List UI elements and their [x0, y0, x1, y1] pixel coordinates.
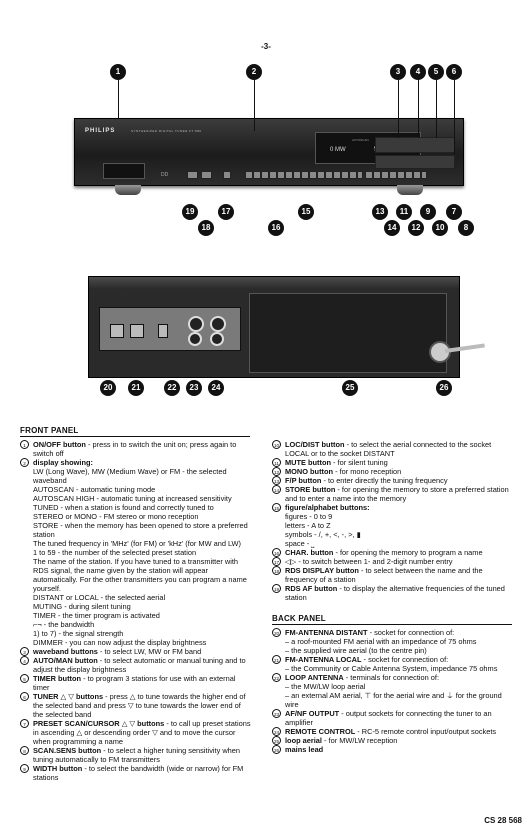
display-label: AUTOSCAN [352, 138, 369, 142]
entry-number: 12 [272, 467, 281, 476]
entry-name: TUNER △ ▽ buttons [33, 692, 104, 701]
callout-18: 18 [198, 220, 214, 236]
description-line: DISTANT or LOCAL - the selected aerial [33, 593, 166, 602]
entry-number: 16 [272, 548, 281, 557]
entry-number: 24 [272, 727, 281, 736]
entry-text: - socket for connection of: [367, 628, 455, 637]
entry-name: FM-ANTENNA DISTANT [285, 628, 368, 637]
entry-name: AUTO/MAN button [33, 656, 98, 665]
description-entry [20, 692, 252, 719]
front-panel-title: FRONT PANEL [20, 426, 79, 435]
entry-name: MUTE button [285, 458, 331, 467]
entry-name: TIMER button [33, 674, 82, 683]
back-panel-rule [272, 624, 512, 625]
entry-number: 10 [272, 440, 281, 449]
callout-7: 7 [446, 204, 462, 220]
front-unit-illustration [74, 118, 464, 186]
figure-alphabet-buttons [245, 171, 363, 179]
entry-number: 4 [20, 656, 29, 665]
entry-name: mains lead [285, 745, 324, 754]
callout-13: 13 [372, 204, 388, 220]
front-panel-rule [20, 436, 250, 437]
entry-name: MONO button [285, 467, 334, 476]
entry-text: - press in to switch the unit on; press again to switch off [33, 440, 237, 458]
description-entry [272, 566, 512, 584]
callout-19: 19 [182, 204, 198, 220]
socket-panel [99, 307, 241, 351]
entry-number: 2 [20, 458, 29, 467]
callout-24: 24 [208, 380, 224, 396]
description-entry [272, 584, 512, 602]
back-unit-illustration [88, 276, 460, 378]
callout-4: 4 [410, 64, 426, 80]
entry-number: 17 [272, 557, 281, 566]
entry-number: 25 [272, 736, 281, 745]
entry-text: - for opening the memory to store a preferred station and to enter a name into the memory [285, 485, 509, 503]
leader-2 [254, 80, 255, 131]
description-line: 1 to 59 - the number of the selected preset station [33, 548, 197, 557]
callout-2: 2 [246, 64, 262, 80]
button-rds-display [201, 171, 212, 179]
dolby-logo: DD [161, 172, 169, 178]
entry-text: - for mono reception [333, 467, 402, 476]
description-line: figures - 0 to 9 [285, 512, 333, 521]
callout-11: 11 [396, 204, 412, 220]
entry-number: 1 [20, 440, 29, 449]
waveband-buttons [375, 137, 455, 153]
callout-14: 14 [384, 220, 400, 236]
callout-23: 23 [186, 380, 202, 396]
entry-name: CHAR. button [285, 548, 334, 557]
callout-25: 25 [342, 380, 358, 396]
description-line: AUTOSCAN HIGH - automatic tuning at increased sensitivity [33, 494, 232, 503]
entry-number: 13 [272, 476, 281, 485]
entry-number: 26 [272, 745, 281, 754]
callout-16: 16 [268, 220, 284, 236]
leader-3 [398, 80, 399, 138]
callout-12: 12 [408, 220, 424, 236]
entry-text: - for silent tuning [330, 458, 388, 467]
entry-text: - terminals for connection of: [343, 673, 440, 682]
description-line: MUTING - during silent tuning [33, 602, 131, 611]
entry-text: - RC-5 remote control input/output sockets [355, 727, 497, 736]
description-line: space - ⎵ [285, 539, 315, 548]
callout-15: 15 [298, 204, 314, 220]
remote-socket-1 [210, 316, 226, 332]
callout-6: 6 [446, 64, 462, 80]
back-panel-title: BACK PANEL [272, 614, 326, 623]
loop-terminals [158, 324, 168, 338]
leader-6 [454, 80, 455, 154]
entry-name: RDS DISPLAY button [285, 566, 359, 575]
entry-name: LOOP ANTENNA [285, 673, 344, 682]
entry-number: 11 [272, 458, 281, 467]
entry-name: loop aerial [285, 736, 322, 745]
entry-number: 22 [272, 673, 281, 682]
entry-name: AF/NF OUTPUT [285, 709, 340, 718]
button-digit-toggle [223, 171, 231, 179]
entry-text: - to select the bandwidth (wide or narrow) for FM stations [33, 764, 244, 782]
description-line: symbols - /, +, <, -, >, ▮ [285, 530, 361, 539]
description-entry [20, 719, 252, 746]
entry-number: 20 [272, 628, 281, 637]
description-line: letters - A to Z [285, 521, 331, 530]
callout-22: 22 [164, 380, 180, 396]
description-entry [272, 557, 512, 566]
entry-text: - for MW/LW reception [321, 736, 398, 745]
output-socket-r [188, 332, 202, 346]
description-line: TUNED - when a station is found and correctly tuned to [33, 503, 214, 512]
mains-cable [445, 343, 485, 353]
callout-5: 5 [428, 64, 444, 80]
callout-9: 9 [420, 204, 436, 220]
description-line: – a roof-mounted FM aerial with an impedance of 75 ohms [285, 637, 477, 646]
entry-name: waveband buttons [33, 647, 98, 656]
entry-name: STORE button [285, 485, 336, 494]
output-socket-l [188, 316, 204, 332]
entry-number: 19 [272, 584, 281, 593]
leader-5 [436, 80, 437, 138]
callout-26: 26 [436, 380, 452, 396]
entry-text: - socket for connection of: [361, 655, 449, 664]
entry-text: - to program 3 stations for use with an external timer [33, 674, 236, 692]
entry-name: LOC/DIST button [285, 440, 345, 449]
entry-text: ◁▷ - to switch between 1- and 2-digit number entry [285, 557, 453, 566]
description-line: TIMER - the timer program is activated [33, 611, 160, 620]
socket-fm-distant [110, 324, 124, 338]
description-line: LW (Long Wave), MW (Medium Wave) or FM - the selected waveband [33, 467, 227, 485]
description-entry [272, 503, 512, 512]
callout-10: 10 [432, 220, 448, 236]
entry-name: WIDTH button [33, 764, 83, 773]
description-line: AUTOSCAN - automatic tuning mode [33, 485, 156, 494]
page-number: -3- [261, 42, 271, 51]
callout-8: 8 [458, 220, 474, 236]
back-top [89, 277, 459, 289]
back-column [272, 628, 512, 754]
entry-text: - to select automatic or manual tuning and to adjust the display brightness [33, 656, 246, 674]
entry-name: REMOTE CONTROL [285, 727, 356, 736]
description-entry [272, 476, 512, 485]
description-line: 1) to 7) - the signal strength [33, 629, 124, 638]
description-entry [20, 764, 252, 782]
right-column [272, 440, 512, 602]
button-rds-af [187, 171, 198, 179]
description-line: – the supplied wire aerial (to the centre pin) [285, 646, 427, 655]
entry-number: 8 [20, 746, 29, 755]
function-buttons [365, 171, 427, 179]
entry-name: ON/OFF button [33, 440, 86, 449]
entry-text: - to select a higher tuning sensitivity when tuning automatically to FM transmitters [33, 746, 241, 764]
entry-name: figure/alphabet buttons: [285, 503, 370, 512]
left-foot [115, 185, 141, 195]
tuner-buttons [375, 155, 455, 169]
entry-text: - to call up preset stations in ascending △ or descending order ▽ and to move the cursor when programming a name [33, 719, 251, 746]
description-line: – the Community or Cable Antenna System, impedance 75 ohms [285, 664, 498, 673]
entry-text: - output sockets for connecting the tuner to an amplifier [285, 709, 492, 727]
entry-number: 3 [20, 647, 29, 656]
socket-fm-local [130, 324, 144, 338]
description-entry [272, 655, 512, 664]
entry-name: display showing: [33, 458, 93, 467]
remote-socket-2 [210, 332, 224, 346]
entry-number: 14 [272, 485, 281, 494]
entry-text: - to display the alternative frequencies of the tuned station [285, 584, 505, 602]
onoff-panel [103, 163, 145, 179]
description-entry [272, 709, 512, 727]
entry-name: F/P button [285, 476, 322, 485]
callout-17: 17 [218, 204, 234, 220]
leader-4 [418, 80, 419, 138]
entry-text: - for opening the memory to program a name [333, 548, 483, 557]
description-entry [20, 440, 252, 458]
entry-number: 9 [20, 764, 29, 773]
description-line: ⌐¬ - the bandwidth [33, 620, 95, 629]
entry-number: 21 [272, 655, 281, 664]
leader-1 [118, 80, 119, 118]
entry-text: - to select the aerial connected to the socket LOCAL or to the socket DISTANT [285, 440, 492, 458]
entry-name: RDS AF button [285, 584, 338, 593]
entry-number: 23 [272, 709, 281, 718]
description-entry [272, 485, 512, 503]
description-line: The tuned frequency in 'MHz' (for FM) or 'kHz' (for MW and LW) [33, 539, 241, 548]
entry-number: 5 [20, 674, 29, 683]
description-entry [272, 673, 512, 682]
description-entry [272, 458, 512, 467]
entry-number: 18 [272, 566, 281, 575]
callout-1: 1 [110, 64, 126, 80]
entry-name: SCAN.SENS button [33, 746, 102, 755]
description-line: DIMMER - you can now adjust the display brightness [33, 638, 207, 647]
entry-number: 6 [20, 692, 29, 701]
description-entry [272, 548, 512, 557]
callout-20: 20 [100, 380, 116, 396]
entry-number: 7 [20, 719, 29, 728]
right-foot [397, 185, 423, 195]
description-entry [272, 628, 512, 637]
description-entry [272, 745, 512, 754]
description-entry [20, 458, 252, 467]
description-entry [20, 647, 252, 656]
entry-text: - press △ to tune towards the higher end of the selected band and press ▽ to tune towards the lower end of the selected band [33, 692, 246, 719]
model-text: SYNTHESIZED DIGITAL TUNER FT 880 [131, 129, 202, 133]
entry-number: 15 [272, 503, 281, 512]
brand-logo: PHILIPS [85, 128, 116, 134]
entry-text: - to enter directly the tuning frequency [321, 476, 448, 485]
display-band: 0 MW [330, 147, 346, 153]
description-entry [272, 440, 512, 458]
description-line: STEREO or MONO - FM stereo or mono reception [33, 512, 199, 521]
description-line: – the MW/LW loop aerial [285, 682, 366, 691]
description-entry [272, 727, 512, 736]
description-line: – an external AM aerial, ⊤ for the aerial wire and ⏚ for the ground wire [285, 691, 502, 709]
description-entry [272, 467, 512, 476]
description-entry [20, 746, 252, 764]
entry-name: PRESET SCAN/CURSOR △ ▽ buttons [33, 719, 165, 728]
callout-21: 21 [128, 380, 144, 396]
loop-aerial-compartment [249, 293, 447, 373]
description-line: STORE - when the memory has been opened to store a preferred station [33, 521, 248, 539]
entry-text: - to select between the name and the frequency of a station [285, 566, 483, 584]
description-entry [272, 736, 512, 745]
description-line: The name of the station. If you have tuned to a transmitter with RDS signal, the name given by the station will appear automatically. For the other transmitters you can program a name yourself. [33, 557, 247, 593]
description-entry [20, 656, 252, 674]
callout-3: 3 [390, 64, 406, 80]
entry-name: FM-ANTENNA LOCAL [285, 655, 362, 664]
left-column [20, 440, 252, 782]
entry-text: - to select LW, MW or FM band [97, 647, 202, 656]
document-code: CS 28 568 [484, 816, 522, 825]
description-entry [20, 674, 252, 692]
